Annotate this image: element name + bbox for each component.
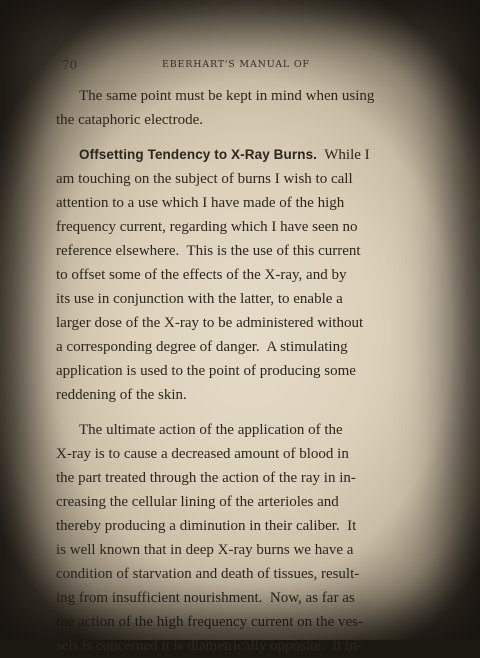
heading-line-text: While I — [317, 147, 370, 163]
text-line: creasing the cellular lining of the arterioles and — [56, 494, 339, 510]
text-line: condition of starvation and death of tissues, result- — [56, 566, 360, 582]
text-line: to offset some of the effects of the X-ray, and by — [56, 267, 347, 283]
text-line: The ultimate action of the application of the — [79, 422, 343, 438]
text-line: its use in conjunction with the latter, to enable a — [56, 291, 343, 307]
paragraph-ultimate-action — [56, 418, 426, 658]
text-line: thereby producing a diminution in their caliber. It — [56, 518, 357, 534]
paragraph-xray-burns — [56, 143, 426, 407]
text-line: X-ray is to cause a decreased amount of blood in — [56, 446, 349, 462]
text-line: reference elsewhere. This is the use of this current — [56, 243, 361, 259]
text-line: ing from insufficient nourishment. Now, as far as — [56, 590, 355, 606]
page-header — [62, 58, 422, 76]
text-line: is well known that in deep X-ray burns we have a — [56, 542, 354, 558]
text-line: a corresponding degree of danger. A stimulating — [56, 339, 348, 355]
text-line: application is used to the point of producing some — [56, 363, 356, 379]
text-line: frequency current, regarding which I have seen no — [56, 219, 358, 235]
text-line: am touching on the subject of burns I wish to call — [56, 171, 353, 187]
text-line: attention to a use which I have made of the high — [56, 195, 345, 211]
text-line: the part treated through the action of the ray in in- — [56, 470, 356, 486]
text-line: reddening of the skin. — [56, 387, 187, 403]
text-line: The same point must be kept in mind when using — [79, 88, 375, 104]
paragraph-cataphoric-electrode — [56, 84, 426, 132]
text-line: the cataphoric electrode. — [56, 112, 203, 128]
page-number: 70 — [62, 58, 78, 72]
text-line: the action of the high frequency current on the ves- — [56, 614, 363, 630]
text-line — [56, 143, 426, 167]
section-heading: Offsetting Tendency to X-Ray Burns. — [79, 147, 318, 162]
body-text — [56, 84, 426, 658]
running-head: EBERHART'S MANUAL OF — [162, 59, 310, 70]
text-line: larger dose of the X-ray to be administered without — [56, 315, 364, 331]
text-line: sels is concerned it is diametrically opposite. It in- — [56, 638, 362, 654]
